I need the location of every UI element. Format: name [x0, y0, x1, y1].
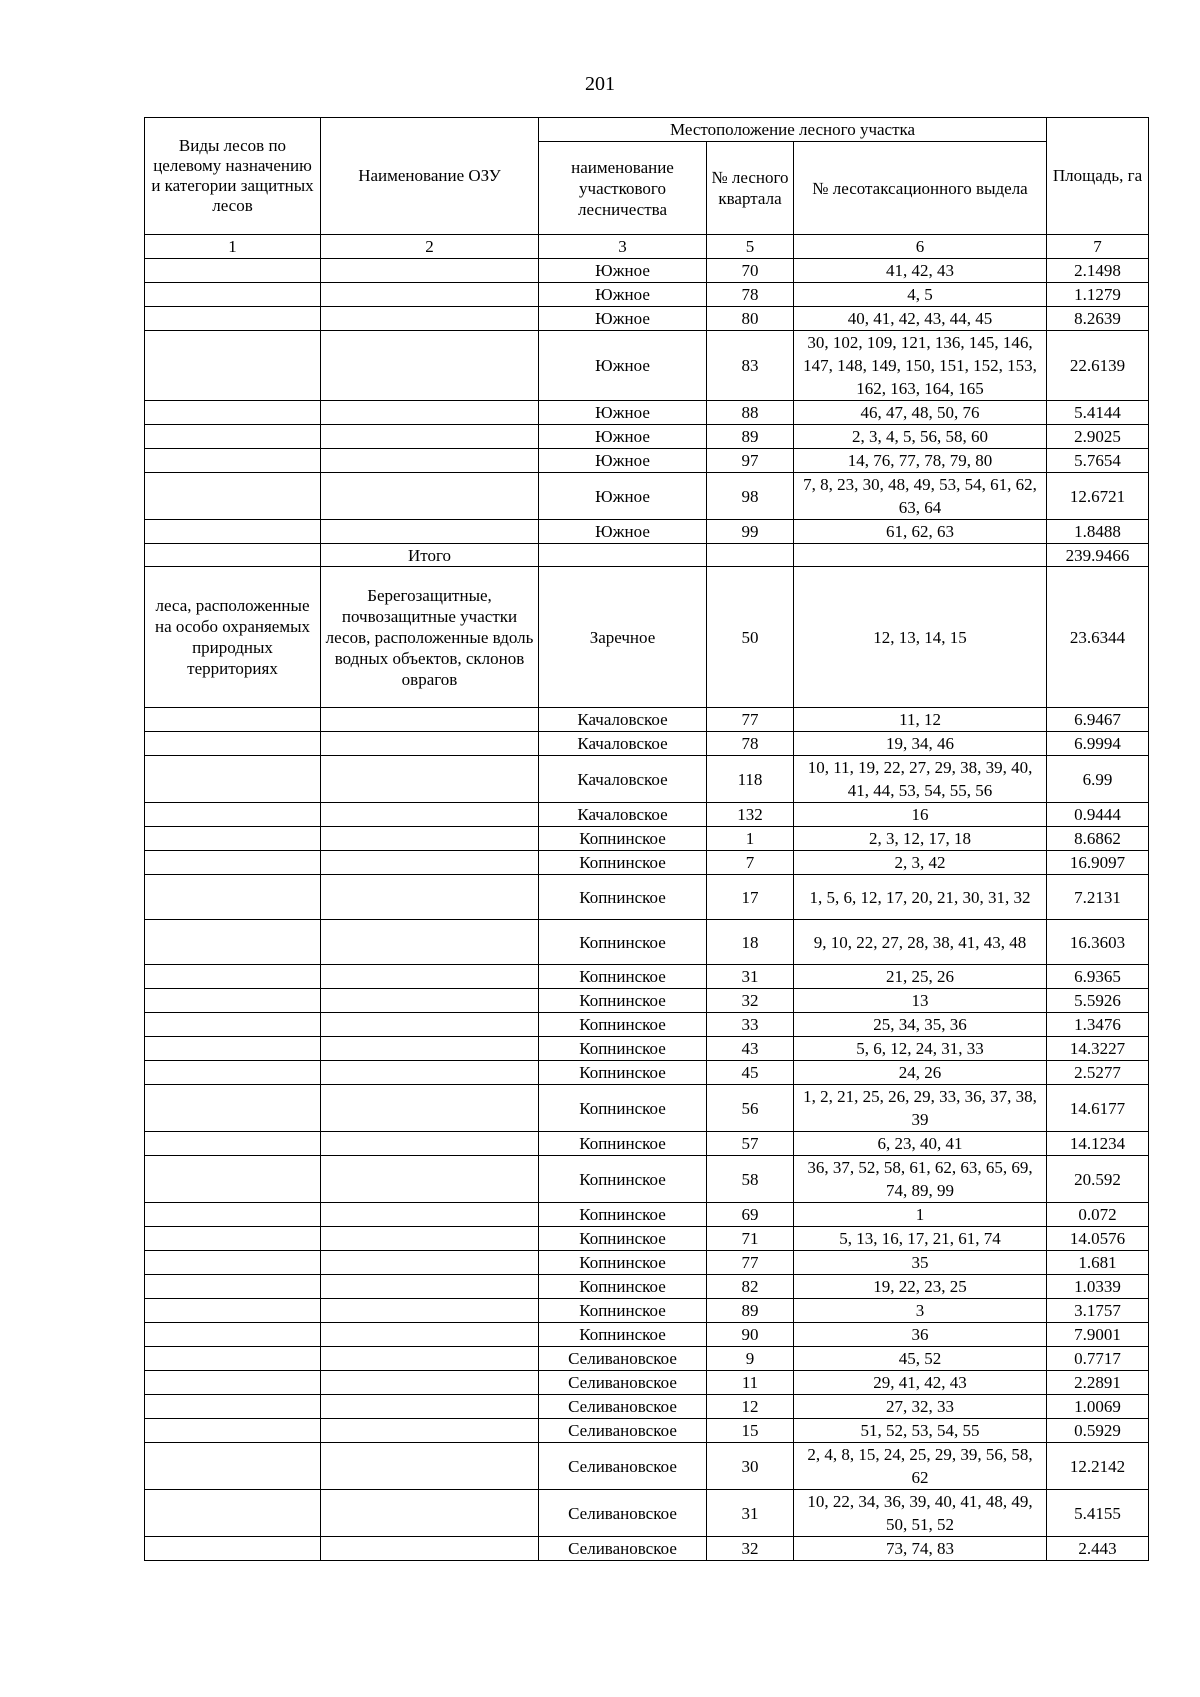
table-row [145, 1537, 1149, 1561]
cell-forestry: Южное [539, 449, 707, 473]
cell-area: 1.1279 [1047, 283, 1149, 307]
header-forestry-name: наименование участкового лесничества [539, 142, 707, 235]
table-row [145, 331, 1149, 401]
table-row [145, 732, 1149, 756]
cell-plots: 4, 5 [794, 283, 1047, 307]
cell-quarter: 33 [707, 1013, 794, 1037]
cell-ozu-name [321, 1061, 539, 1085]
cell-area: 5.4155 [1047, 1490, 1149, 1537]
cell-quarter: 11 [707, 1371, 794, 1395]
table-row [145, 307, 1149, 331]
table-row [145, 473, 1149, 520]
cell-plots: 73, 74, 83 [794, 1537, 1047, 1561]
cell-forest-type [145, 449, 321, 473]
cell-forest-type [145, 1037, 321, 1061]
cell-forestry: Копнинское [539, 1227, 707, 1251]
cell-plots: 14, 76, 77, 78, 79, 80 [794, 449, 1047, 473]
cell-plots: 27, 32, 33 [794, 1395, 1047, 1419]
cell-quarter: 82 [707, 1275, 794, 1299]
table-row [145, 544, 1149, 567]
cell-plots: 36 [794, 1323, 1047, 1347]
table-row [145, 567, 1149, 708]
cell-ozu-name [321, 473, 539, 520]
cell-plots: 6, 23, 40, 41 [794, 1132, 1047, 1156]
column-number-row [145, 235, 1149, 259]
cell-forest-type [145, 1061, 321, 1085]
header-ozu-name: Наименование ОЗУ [321, 118, 539, 235]
table-row [145, 1323, 1149, 1347]
cell-forest-type [145, 473, 321, 520]
cell-forestry: Южное [539, 331, 707, 401]
cell-ozu-name [321, 756, 539, 803]
cell-plots: 1 [794, 1203, 1047, 1227]
cell-forestry: Копнинское [539, 1061, 707, 1085]
cell-forestry: Селивановское [539, 1419, 707, 1443]
cell-ozu-name [321, 401, 539, 425]
cell-forest-type [145, 875, 321, 920]
cell-quarter: 1 [707, 827, 794, 851]
cell-forest-type [145, 708, 321, 732]
cell-area: 14.3227 [1047, 1037, 1149, 1061]
cell-quarter: 77 [707, 708, 794, 732]
cell-forestry: Копнинское [539, 851, 707, 875]
cell-quarter: 9 [707, 1347, 794, 1371]
cell-area: 0.5929 [1047, 1419, 1149, 1443]
cell-forest-type [145, 732, 321, 756]
cell-ozu-name [321, 1395, 539, 1419]
cell-plots: 12, 13, 14, 15 [794, 567, 1047, 708]
cell-quarter: 12 [707, 1395, 794, 1419]
page-number: 201 [585, 73, 615, 95]
cell-ozu-name [321, 708, 539, 732]
cell-forestry: Копнинское [539, 1299, 707, 1323]
cell-forest-type [145, 1013, 321, 1037]
cell-forestry: Качаловское [539, 756, 707, 803]
cell-forestry: Копнинское [539, 1275, 707, 1299]
cell-quarter: 45 [707, 1061, 794, 1085]
cell-quarter: 89 [707, 1299, 794, 1323]
cell-forestry: Качаловское [539, 803, 707, 827]
cell-ozu-name [321, 875, 539, 920]
cell-forestry: Селивановское [539, 1371, 707, 1395]
cell-area: 2.9025 [1047, 425, 1149, 449]
cell-plots: 13 [794, 989, 1047, 1013]
cell-quarter: 50 [707, 567, 794, 708]
cell-area: 3.1757 [1047, 1299, 1149, 1323]
cell-forestry: Селивановское [539, 1347, 707, 1371]
table-row [145, 803, 1149, 827]
cell-forest-type [145, 331, 321, 401]
cell-ozu-name [321, 1299, 539, 1323]
cell-ozu-name [321, 732, 539, 756]
cell-forestry: Копнинское [539, 1203, 707, 1227]
table-row [145, 1347, 1149, 1371]
cell-forestry: Копнинское [539, 965, 707, 989]
cell-quarter: 80 [707, 307, 794, 331]
column-number: 3 [539, 235, 707, 259]
cell-forest-type [145, 920, 321, 965]
cell-ozu-name [321, 449, 539, 473]
table-row [145, 1061, 1149, 1085]
cell-area: 16.9097 [1047, 851, 1149, 875]
cell-forestry: Копнинское [539, 1251, 707, 1275]
cell-forest-type [145, 1275, 321, 1299]
cell-ozu-name [321, 1203, 539, 1227]
cell-forestry: Заречное [539, 567, 707, 708]
cell-ozu-name [321, 307, 539, 331]
cell-forest-type [145, 1203, 321, 1227]
cell-plots: 35 [794, 1251, 1047, 1275]
cell-plots: 45, 52 [794, 1347, 1047, 1371]
cell-area: 0.9444 [1047, 803, 1149, 827]
cell-ozu-name [321, 331, 539, 401]
cell-plots: 19, 34, 46 [794, 732, 1047, 756]
column-number: 6 [794, 235, 1047, 259]
cell-ozu-name [321, 259, 539, 283]
header-location-group: Местоположение лесного участка [539, 118, 1047, 142]
cell-forest-type [145, 1490, 321, 1537]
cell-area: 2.5277 [1047, 1061, 1149, 1085]
cell-quarter: 69 [707, 1203, 794, 1227]
table-row [145, 965, 1149, 989]
table-row [145, 756, 1149, 803]
cell-area: 2.1498 [1047, 259, 1149, 283]
cell-plots: 61, 62, 63 [794, 520, 1047, 544]
cell-area: 14.1234 [1047, 1132, 1149, 1156]
cell-quarter: 32 [707, 989, 794, 1013]
table-row [145, 875, 1149, 920]
cell-ozu-name [321, 1490, 539, 1537]
cell-ozu-name [321, 989, 539, 1013]
cell-ozu-name [321, 1323, 539, 1347]
cell-ozu-name [321, 1275, 539, 1299]
cell-forestry: Южное [539, 473, 707, 520]
cell-plots: 19, 22, 23, 25 [794, 1275, 1047, 1299]
cell-area: 12.6721 [1047, 473, 1149, 520]
cell-area: 6.9467 [1047, 708, 1149, 732]
table-row [145, 259, 1149, 283]
cell-ozu-name [321, 1227, 539, 1251]
cell-forestry: Копнинское [539, 920, 707, 965]
cell-forest-type [145, 520, 321, 544]
cell-area: 5.7654 [1047, 449, 1149, 473]
cell-area: 1.681 [1047, 1251, 1149, 1275]
cell-ozu-name [321, 1037, 539, 1061]
cell-forest-type [145, 1347, 321, 1371]
cell-quarter: 99 [707, 520, 794, 544]
cell-ozu-name: Берегозащитные, почвозащитные участки лесов, расположенные вдоль водных объектов, склонов оврагов [321, 567, 539, 708]
cell-quarter: 32 [707, 1537, 794, 1561]
cell-area: 14.6177 [1047, 1085, 1149, 1132]
cell-plots: 41, 42, 43 [794, 259, 1047, 283]
cell-plots: 25, 34, 35, 36 [794, 1013, 1047, 1037]
cell-forestry: Южное [539, 425, 707, 449]
cell-area: 2.2891 [1047, 1371, 1149, 1395]
cell-area: 1.3476 [1047, 1013, 1149, 1037]
cell-plots: 2, 4, 8, 15, 24, 25, 29, 39, 56, 58, 62 [794, 1443, 1047, 1490]
header-plot-number: № лесотаксационного выдела [794, 142, 1047, 235]
cell-forest-type [145, 544, 321, 567]
cell-ozu-name [321, 1156, 539, 1203]
table-row [145, 989, 1149, 1013]
cell-plots: 11, 12 [794, 708, 1047, 732]
cell-ozu-name [321, 1132, 539, 1156]
cell-forestry: Копнинское [539, 989, 707, 1013]
cell-forestry: Копнинское [539, 1037, 707, 1061]
cell-quarter: 43 [707, 1037, 794, 1061]
cell-plots: 30, 102, 109, 121, 136, 145, 146, 147, 148, 149, 150, 151, 152, 153, 162, 163, 164, 165 [794, 331, 1047, 401]
cell-forestry: Копнинское [539, 1156, 707, 1203]
cell-forest-type [145, 1251, 321, 1275]
cell-forest-type [145, 1132, 321, 1156]
cell-area: 1.8488 [1047, 520, 1149, 544]
cell-quarter: 57 [707, 1132, 794, 1156]
cell-forestry: Селивановское [539, 1443, 707, 1490]
cell-forestry: Копнинское [539, 1132, 707, 1156]
cell-quarter: 30 [707, 1443, 794, 1490]
cell-quarter: 58 [707, 1156, 794, 1203]
cell-area: 7.9001 [1047, 1323, 1149, 1347]
cell-quarter: 90 [707, 1323, 794, 1347]
cell-plots: 51, 52, 53, 54, 55 [794, 1419, 1047, 1443]
cell-ozu-name [321, 283, 539, 307]
cell-forest-type [145, 425, 321, 449]
cell-area: 0.072 [1047, 1203, 1149, 1227]
cell-area: 12.2142 [1047, 1443, 1149, 1490]
cell-forest-type [145, 1227, 321, 1251]
cell-area: 8.2639 [1047, 307, 1149, 331]
table-row [145, 1490, 1149, 1537]
cell-plots: 29, 41, 42, 43 [794, 1371, 1047, 1395]
cell-ozu-name [321, 520, 539, 544]
cell-ozu-name [321, 425, 539, 449]
header-forest-type: Виды лесов по целевому назначению и категории защитных лесов [145, 118, 321, 235]
cell-forest-type [145, 1395, 321, 1419]
table-row [145, 1156, 1149, 1203]
cell-area: 5.4144 [1047, 401, 1149, 425]
cell-plots: 16 [794, 803, 1047, 827]
cell-ozu-name [321, 1347, 539, 1371]
cell-quarter: 83 [707, 331, 794, 401]
cell-area: 6.9365 [1047, 965, 1149, 989]
cell-area: 14.0576 [1047, 1227, 1149, 1251]
cell-quarter: 31 [707, 965, 794, 989]
cell-area: 20.592 [1047, 1156, 1149, 1203]
table-row [145, 1037, 1149, 1061]
cell-plots: 21, 25, 26 [794, 965, 1047, 989]
cell-quarter: 15 [707, 1419, 794, 1443]
cell-quarter: 118 [707, 756, 794, 803]
cell-plots: 2, 3, 42 [794, 851, 1047, 875]
cell-forestry: Качаловское [539, 732, 707, 756]
cell-forestry: Копнинское [539, 1085, 707, 1132]
cell-ozu-name [321, 1537, 539, 1561]
cell-area: 1.0339 [1047, 1275, 1149, 1299]
cell-plots: 36, 37, 52, 58, 61, 62, 63, 65, 69, 74, 89, 99 [794, 1156, 1047, 1203]
cell-forest-type [145, 1371, 321, 1395]
table-row [145, 1443, 1149, 1490]
cell-plots: 24, 26 [794, 1061, 1047, 1085]
column-number: 7 [1047, 235, 1149, 259]
cell-forest-type [145, 283, 321, 307]
cell-quarter: 89 [707, 425, 794, 449]
column-number: 2 [321, 235, 539, 259]
cell-forestry [539, 544, 707, 567]
cell-area: 7.2131 [1047, 875, 1149, 920]
cell-quarter: 71 [707, 1227, 794, 1251]
table-row [145, 1251, 1149, 1275]
cell-plots: 10, 11, 19, 22, 27, 29, 38, 39, 40, 41, 44, 53, 54, 55, 56 [794, 756, 1047, 803]
header-area: Площадь, га [1047, 118, 1149, 235]
cell-forest-type [145, 1085, 321, 1132]
cell-forest-type [145, 756, 321, 803]
cell-forestry: Качаловское [539, 708, 707, 732]
cell-plots: 7, 8, 23, 30, 48, 49, 53, 54, 61, 62, 63, 64 [794, 473, 1047, 520]
cell-forestry: Селивановское [539, 1537, 707, 1561]
cell-area: 16.3603 [1047, 920, 1149, 965]
cell-plots: 40, 41, 42, 43, 44, 45 [794, 307, 1047, 331]
cell-quarter: 78 [707, 732, 794, 756]
cell-forest-type: леса, расположенные на особо охраняемых природных территориях [145, 567, 321, 708]
cell-area: 0.7717 [1047, 1347, 1149, 1371]
cell-forest-type [145, 1323, 321, 1347]
cell-quarter: 7 [707, 851, 794, 875]
table-row [145, 283, 1149, 307]
cell-ozu-name [321, 965, 539, 989]
cell-ozu-name [321, 1443, 539, 1490]
cell-forest-type [145, 259, 321, 283]
cell-forest-type [145, 1156, 321, 1203]
cell-quarter: 97 [707, 449, 794, 473]
cell-plots: 5, 6, 12, 24, 31, 33 [794, 1037, 1047, 1061]
cell-quarter: 88 [707, 401, 794, 425]
cell-area: 6.99 [1047, 756, 1149, 803]
cell-quarter: 18 [707, 920, 794, 965]
table-row [145, 1419, 1149, 1443]
table-row [145, 920, 1149, 965]
cell-area: 2.443 [1047, 1537, 1149, 1561]
cell-forest-type [145, 307, 321, 331]
table-row [145, 1371, 1149, 1395]
cell-forest-type [145, 1443, 321, 1490]
cell-plots: 9, 10, 22, 27, 28, 38, 41, 43, 48 [794, 920, 1047, 965]
cell-area: 5.5926 [1047, 989, 1149, 1013]
cell-forestry: Копнинское [539, 1323, 707, 1347]
cell-quarter: 70 [707, 259, 794, 283]
table-row [145, 851, 1149, 875]
cell-ozu-name [321, 1013, 539, 1037]
cell-forestry: Южное [539, 259, 707, 283]
cell-forestry: Копнинское [539, 875, 707, 920]
cell-area: 239.9466 [1047, 544, 1149, 567]
table-row [145, 1085, 1149, 1132]
cell-ozu-name [321, 851, 539, 875]
cell-forest-type [145, 989, 321, 1013]
table-row [145, 425, 1149, 449]
cell-plots: 2, 3, 12, 17, 18 [794, 827, 1047, 851]
cell-plots [794, 544, 1047, 567]
cell-ozu-name [321, 827, 539, 851]
cell-plots: 46, 47, 48, 50, 76 [794, 401, 1047, 425]
table-row [145, 1395, 1149, 1419]
cell-forestry: Копнинское [539, 827, 707, 851]
cell-plots: 3 [794, 1299, 1047, 1323]
cell-forestry: Южное [539, 283, 707, 307]
cell-plots: 1, 2, 21, 25, 26, 29, 33, 36, 37, 38, 39 [794, 1085, 1047, 1132]
cell-forestry: Селивановское [539, 1490, 707, 1537]
cell-forestry: Южное [539, 307, 707, 331]
cell-plots: 1, 5, 6, 12, 17, 20, 21, 30, 31, 32 [794, 875, 1047, 920]
table-row [145, 1013, 1149, 1037]
table-row [145, 1275, 1149, 1299]
cell-forest-type [145, 1419, 321, 1443]
cell-forestry: Южное [539, 520, 707, 544]
column-number: 5 [707, 235, 794, 259]
cell-ozu-name [321, 1085, 539, 1132]
cell-area: 23.6344 [1047, 567, 1149, 708]
cell-ozu-name [321, 803, 539, 827]
column-number: 1 [145, 235, 321, 259]
cell-plots: 10, 22, 34, 36, 39, 40, 41, 48, 49, 50, 51, 52 [794, 1490, 1047, 1537]
cell-area: 1.0069 [1047, 1395, 1149, 1419]
cell-forestry: Селивановское [539, 1395, 707, 1419]
cell-ozu-name [321, 920, 539, 965]
cell-forestry: Южное [539, 401, 707, 425]
cell-quarter: 56 [707, 1085, 794, 1132]
cell-quarter: 98 [707, 473, 794, 520]
cell-plots: 5, 13, 16, 17, 21, 61, 74 [794, 1227, 1047, 1251]
cell-forest-type [145, 965, 321, 989]
cell-quarter: 31 [707, 1490, 794, 1537]
header-quarter-number: № лесного квартала [707, 142, 794, 235]
forest-plots-table [144, 117, 1149, 1561]
cell-quarter: 132 [707, 803, 794, 827]
cell-forest-type [145, 1537, 321, 1561]
cell-forest-type [145, 827, 321, 851]
cell-forest-type [145, 851, 321, 875]
cell-area: 6.9994 [1047, 732, 1149, 756]
cell-quarter: 78 [707, 283, 794, 307]
cell-area: 22.6139 [1047, 331, 1149, 401]
table-row [145, 1203, 1149, 1227]
table-row [145, 401, 1149, 425]
cell-plots: 2, 3, 4, 5, 56, 58, 60 [794, 425, 1047, 449]
cell-forest-type [145, 1299, 321, 1323]
table-body [145, 259, 1149, 1561]
cell-forest-type [145, 803, 321, 827]
table-row [145, 827, 1149, 851]
table-row [145, 708, 1149, 732]
cell-forestry: Копнинское [539, 1013, 707, 1037]
cell-quarter [707, 544, 794, 567]
cell-ozu-name [321, 1251, 539, 1275]
cell-ozu-name [321, 1371, 539, 1395]
cell-quarter: 77 [707, 1251, 794, 1275]
cell-forest-type [145, 401, 321, 425]
table-row [145, 449, 1149, 473]
cell-area: 8.6862 [1047, 827, 1149, 851]
table-row [145, 1132, 1149, 1156]
cell-ozu-name: Итого [321, 544, 539, 567]
table-row [145, 1299, 1149, 1323]
table-row [145, 520, 1149, 544]
table-row [145, 1227, 1149, 1251]
cell-quarter: 17 [707, 875, 794, 920]
cell-ozu-name [321, 1419, 539, 1443]
